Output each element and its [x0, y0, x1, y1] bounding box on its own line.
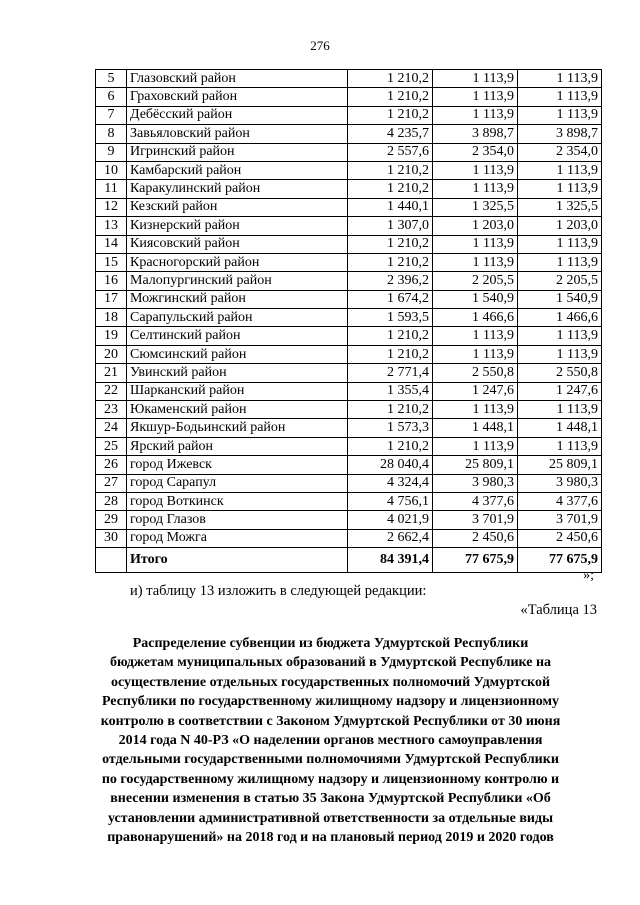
- amount-2020: 1 113,9: [518, 88, 602, 106]
- table-reference: «Таблица 13: [520, 602, 597, 618]
- amount-2020: 1 113,9: [518, 401, 602, 419]
- table-row: [96, 327, 602, 345]
- municipality-name: Киясовский район: [127, 235, 348, 253]
- amount-2018: 1 210,2: [348, 88, 433, 106]
- table-row: [96, 309, 602, 327]
- amount-2018: 4 235,7: [348, 125, 433, 143]
- amount-2019: 1 113,9: [433, 345, 518, 363]
- amount-2019: 1 113,9: [433, 401, 518, 419]
- amount-2020: 1 247,6: [518, 382, 602, 400]
- page-number: 276: [310, 38, 330, 53]
- amount-2019: 1 113,9: [433, 253, 518, 271]
- amount-2020: 3 898,7: [518, 125, 602, 143]
- amount-2018: 1 440,1: [348, 198, 433, 216]
- table-row: [96, 253, 602, 271]
- municipality-name: город Можга: [127, 529, 348, 547]
- amount-2018: 1 210,2: [348, 253, 433, 271]
- table-row: [96, 125, 602, 143]
- heading-line: установлении административной ответственности за отдельные виды: [107, 810, 554, 826]
- amount-2019: 1 113,9: [433, 437, 518, 455]
- municipality-name: Игринский район: [127, 143, 348, 161]
- table-row: [96, 529, 602, 547]
- amount-2020: 1 203,0: [518, 217, 602, 235]
- row-number: 19: [96, 327, 127, 345]
- row-number: [96, 548, 127, 573]
- amount-2019: 77 675,9: [433, 548, 518, 573]
- municipality-name: Дебёсский район: [127, 106, 348, 124]
- table-row: [96, 161, 602, 179]
- row-number: 21: [96, 364, 127, 382]
- amount-2019: 2 205,5: [433, 272, 518, 290]
- amount-2019: 1 448,1: [433, 419, 518, 437]
- row-number: 23: [96, 401, 127, 419]
- amount-2020: 25 809,1: [518, 456, 602, 474]
- row-number: 18: [96, 309, 127, 327]
- amount-2019: 3 980,3: [433, 474, 518, 492]
- table-row: [96, 419, 602, 437]
- table-row: [96, 401, 602, 419]
- heading-line: бюджетам муниципальных образований в Удмуртской Республике на: [109, 655, 552, 671]
- table-row: [96, 106, 602, 124]
- municipality-name: Якшур-Бодьинский район: [127, 419, 348, 437]
- table-heading: [78, 634, 583, 847]
- table-row: [96, 382, 602, 400]
- municipality-name: Завьяловский район: [127, 125, 348, 143]
- heading-line: по государственному жилищному надзору и лицензионному контролю и: [101, 771, 560, 787]
- heading-line: Распределение субвенции из бюджета Удмуртской Республики: [132, 636, 529, 651]
- heading-line: 2014 года N 40-РЗ «О наделении органов местного самоуправления: [118, 733, 543, 749]
- amount-2018: 28 040,4: [348, 456, 433, 474]
- amount-2018: 2 396,2: [348, 272, 433, 290]
- amount-2020: 1 540,9: [518, 290, 602, 308]
- heading-line: Республики по государственному жилищному надзору и лицензионному: [101, 694, 560, 710]
- instruction-text: и) таблицу 13 изложить в следующей редакции:: [130, 583, 427, 599]
- amount-2018: 1 307,0: [348, 217, 433, 235]
- row-number: 29: [96, 511, 127, 529]
- amount-2018: 2 662,4: [348, 529, 433, 547]
- amount-2018: 1 210,2: [348, 401, 433, 419]
- heading-line: правонарушений» на 2018 год и на плановый период 2019 и 2020 годов: [107, 830, 554, 846]
- heading-line: внесении изменения в статью 35 Закона Удмуртской Республики «Об: [110, 791, 551, 807]
- municipality-name: город Воткинск: [127, 492, 348, 510]
- table-row: [96, 511, 602, 529]
- table-row: [96, 474, 602, 492]
- amount-2020: 2 450,6: [518, 529, 602, 547]
- table-row: [96, 143, 602, 161]
- table-row: [96, 290, 602, 308]
- amount-2019: 3 898,7: [433, 125, 518, 143]
- table-row: [96, 88, 602, 106]
- amount-2018: 2 557,6: [348, 143, 433, 161]
- municipality-name: Селтинский район: [127, 327, 348, 345]
- municipality-name: город Ижевск: [127, 456, 348, 474]
- amount-2019: 1 540,9: [433, 290, 518, 308]
- row-number: 16: [96, 272, 127, 290]
- table-row: [96, 456, 602, 474]
- table-row: [96, 235, 602, 253]
- amount-2020: 1 448,1: [518, 419, 602, 437]
- table-row: [96, 198, 602, 216]
- row-number: 8: [96, 125, 127, 143]
- amount-2018: 1 210,2: [348, 437, 433, 455]
- amount-2020: 4 377,6: [518, 492, 602, 510]
- amount-2019: 1 113,9: [433, 88, 518, 106]
- amount-2019: 25 809,1: [433, 456, 518, 474]
- municipality-name: Граховский район: [127, 88, 348, 106]
- amount-2020: 1 113,9: [518, 327, 602, 345]
- amount-2020: 2 205,5: [518, 272, 602, 290]
- row-number: 7: [96, 106, 127, 124]
- municipality-name: Юкаменский район: [127, 401, 348, 419]
- row-number: 15: [96, 253, 127, 271]
- row-number: 24: [96, 419, 127, 437]
- municipality-name: Сарапульский район: [127, 309, 348, 327]
- row-number: 6: [96, 88, 127, 106]
- municipality-name: город Сарапул: [127, 474, 348, 492]
- municipality-name: Камбарский район: [127, 161, 348, 179]
- amount-2020: 1 113,9: [518, 106, 602, 124]
- municipality-name: Кизнерский район: [127, 217, 348, 235]
- amount-2018: 4 021,9: [348, 511, 433, 529]
- amount-2018: 1 210,2: [348, 70, 433, 88]
- amount-2020: 1 113,9: [518, 235, 602, 253]
- municipality-name: Кезский район: [127, 198, 348, 216]
- amount-2018: 1 210,2: [348, 180, 433, 198]
- row-number: 20: [96, 345, 127, 363]
- row-number: 9: [96, 143, 127, 161]
- table-row: [96, 70, 602, 88]
- amount-2019: 4 377,6: [433, 492, 518, 510]
- closing-quote: »;: [583, 568, 594, 583]
- subvention-table: [95, 69, 602, 573]
- amount-2018: 4 324,4: [348, 474, 433, 492]
- amount-2019: 1 325,5: [433, 198, 518, 216]
- municipality-name: Ярский район: [127, 437, 348, 455]
- total-row: [96, 548, 602, 573]
- municipality-name: Каракулинский район: [127, 180, 348, 198]
- row-number: 27: [96, 474, 127, 492]
- municipality-name: Увинский район: [127, 364, 348, 382]
- row-number: 14: [96, 235, 127, 253]
- municipality-name: Сюмсинский район: [127, 345, 348, 363]
- amount-2019: 2 550,8: [433, 364, 518, 382]
- row-number: 11: [96, 180, 127, 198]
- amount-2020: 3 701,9: [518, 511, 602, 529]
- amount-2019: 1 113,9: [433, 180, 518, 198]
- amount-2020: 1 113,9: [518, 70, 602, 88]
- amount-2018: 1 355,4: [348, 382, 433, 400]
- table-row: [96, 272, 602, 290]
- amount-2018: 2 771,4: [348, 364, 433, 382]
- row-number: 26: [96, 456, 127, 474]
- municipality-name: город Глазов: [127, 511, 348, 529]
- amount-2018: 1 210,2: [348, 345, 433, 363]
- amount-2019: 3 701,9: [433, 511, 518, 529]
- amount-2020: 1 113,9: [518, 161, 602, 179]
- heading-line: отдельными государственными полномочиями Удмуртской Республики: [102, 752, 559, 768]
- municipality-name: Шарканский район: [127, 382, 348, 400]
- amount-2020: 3 980,3: [518, 474, 602, 492]
- amount-2019: 1 203,0: [433, 217, 518, 235]
- table-row: [96, 180, 602, 198]
- amount-2020: 1 325,5: [518, 198, 602, 216]
- amount-2019: 2 354,0: [433, 143, 518, 161]
- table-row: [96, 364, 602, 382]
- amount-2020: 1 466,6: [518, 309, 602, 327]
- amount-2018: 1 210,2: [348, 327, 433, 345]
- amount-2018: 1 674,2: [348, 290, 433, 308]
- amount-2019: 1 113,9: [433, 106, 518, 124]
- amount-2018: 1 210,2: [348, 235, 433, 253]
- amount-2018: 1 210,2: [348, 161, 433, 179]
- amount-2020: 2 354,0: [518, 143, 602, 161]
- row-number: 22: [96, 382, 127, 400]
- municipality-name: Можгинский район: [127, 290, 348, 308]
- table-row: [96, 217, 602, 235]
- heading-line: осуществление отдельных государственных полномочий Удмуртской: [110, 674, 551, 690]
- amount-2020: 1 113,9: [518, 437, 602, 455]
- amount-2018: 1 573,3: [348, 419, 433, 437]
- amount-2018: 84 391,4: [348, 548, 433, 573]
- amount-2020: 1 113,9: [518, 345, 602, 363]
- row-number: 12: [96, 198, 127, 216]
- amount-2020: 2 550,8: [518, 364, 602, 382]
- table-body: [96, 70, 602, 573]
- municipality-name: Красногорский район: [127, 253, 348, 271]
- amount-2020: 1 113,9: [518, 253, 602, 271]
- row-number: 28: [96, 492, 127, 510]
- amount-2020: 1 113,9: [518, 180, 602, 198]
- table-row: [96, 437, 602, 455]
- amount-2018: 1 593,5: [348, 309, 433, 327]
- amount-2019: 1 247,6: [433, 382, 518, 400]
- heading-line: контролю в соответствии с Законом Удмуртской Республики от 30 июня: [100, 713, 561, 729]
- row-number: 10: [96, 161, 127, 179]
- row-number: 5: [96, 70, 127, 88]
- municipality-name: Глазовский район: [127, 70, 348, 88]
- amount-2019: 1 113,9: [433, 161, 518, 179]
- municipality-name: Итого: [127, 548, 348, 573]
- table-row: [96, 345, 602, 363]
- amount-2018: 1 210,2: [348, 106, 433, 124]
- row-number: 13: [96, 217, 127, 235]
- row-number: 17: [96, 290, 127, 308]
- amount-2018: 4 756,1: [348, 492, 433, 510]
- amount-2019: 1 466,6: [433, 309, 518, 327]
- amount-2019: 2 450,6: [433, 529, 518, 547]
- row-number: 25: [96, 437, 127, 455]
- amount-2020: 77 675,9: [518, 548, 602, 573]
- amount-2019: 1 113,9: [433, 70, 518, 88]
- amount-2019: 1 113,9: [433, 235, 518, 253]
- amount-2019: 1 113,9: [433, 327, 518, 345]
- row-number: 30: [96, 529, 127, 547]
- municipality-name: Малопургинский район: [127, 272, 348, 290]
- table-row: [96, 492, 602, 510]
